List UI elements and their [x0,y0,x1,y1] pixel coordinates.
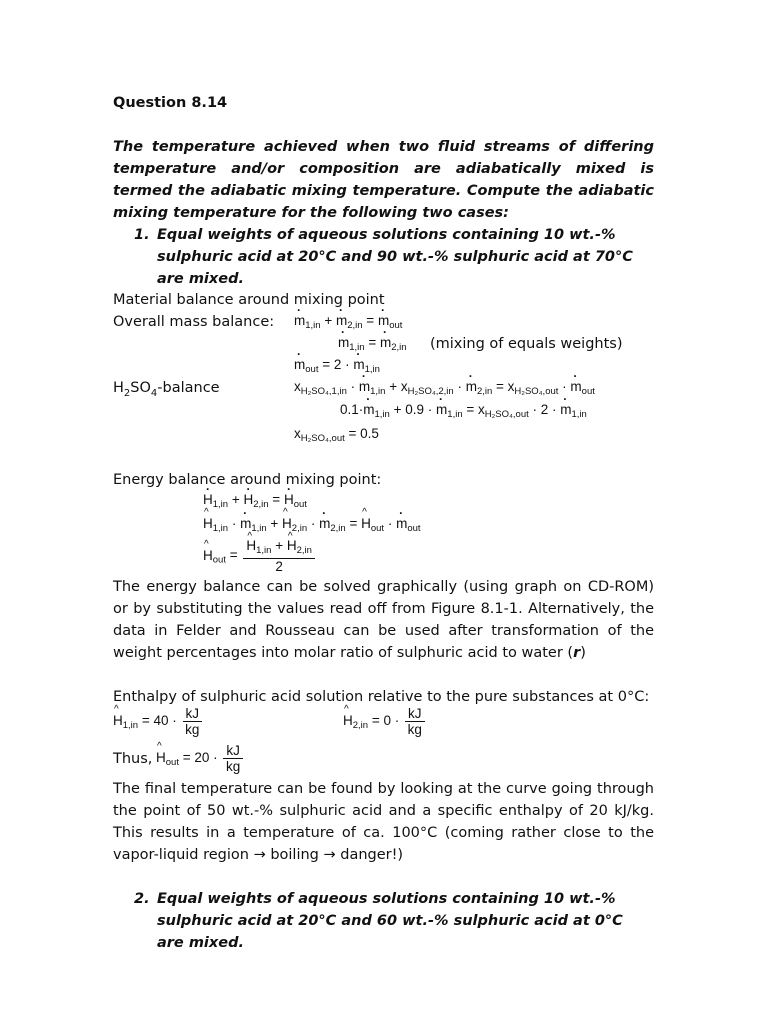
final-temperature-paragraph: The final temperature can be found by looking at the curve going through the point of 50 wt.-% sulphuric acid and a specific enthalpy of 20 kJ/kg. This results in a temperature of ca. 100°C (coming rather close to the vapor-liquid region → boiling → danger!) [113,781,654,863]
eq-mout: · $m_{out} = 2$ · · $m_{1,in}$ [294,357,380,375]
h2so4-balance-label: $H_2SO_4$-balance [113,380,220,399]
eq-h2so4-balance: $x_{H_2SO_4,1,in}$ · · $m_{1,in} + x_{H_2SO_4,2,in}$ · · $m_{2,in} = x_{H_2SO_4,out}$ · · $m_{out}$ [294,379,595,397]
eq-energy-specific: ^ $H_{1,in}$ · · $m_{1,in}$ + ^ $H_{2,in}$ · · $m_{2,in}$ = ^ $H_{out}$ · · $m_{out}$ [203,516,421,534]
case-2-number: 2. [134,891,150,907]
eq-overall-mass: · $m_{1,in}$ + · $m_{2,in}$ = · $m_{out}$ [294,313,402,331]
eq-h2so4-numeric: $0.1\cdot\cdot m_{1,in} + 0.9$ · · $m_{1,in} = x_{H_2SO_4,out} \cdot 2$ · · $m_{1,in}$ [340,402,587,420]
eq-h1-value: ^ $H_{1,in} = 40$ · $\frac{kJ}{kg}$ [113,706,204,737]
case-1-number: 1. [134,227,150,243]
eq-h2so4-result: $x_{H_2SO_4,out} = 0.5$ [294,426,379,444]
question-title: Question 8.14 [113,95,228,111]
eq-hout-value: ^ $H_{out} = 20$ · $\frac{kJ}{kg}$ [156,743,245,774]
enthalpy-label: Enthalpy of sulphuric acid solution relative to the pure substances at 0°C: [113,689,650,705]
overall-mass-label: Overall mass balance: [113,314,275,330]
eq-hout-fraction: ^ $H_{out}$ = ^ $\frac{H_{1,in} + \^{} H_{2,in}}{2}$ [203,538,317,574]
case-2-text: Equal weights of aqueous solutions containing 10 wt.-% sulphuric acid at 20°C and 60 wt.-% sulphuric acid at 0°C are mixed. [157,891,623,951]
mixing-note: (mixing of equals weights) [430,336,623,352]
eq-h2-value: ^ $H_{2,in} = 0$ · $\frac{kJ}{kg}$ [343,706,427,737]
case-2 [134,888,654,954]
case-1 [134,224,654,290]
eq-equal-weights: · $m_{1,in}$ = · $m_{2,in}$ [338,335,407,353]
graphical-solution-paragraph: The energy balance can be solved graphically (using graph on CD-ROM) or by substituting the values read off from Figure 8.1-1. Alternatively, the data in Felder and Rousseau can be used after transformation of the weight percentages into molar ratio of sulphuric acid to water (r) [113,579,654,661]
case-1-text: Equal weights of aqueous solutions containing 10 wt.-% sulphuric acid at 20°C and 90 wt.-% sulphuric acid at 70°C are mixed. [157,227,633,287]
material-balance-label: Material balance around mixing point [113,292,385,308]
intro-paragraph: The temperature achieved when two fluid streams of differing temperature and/or composition are adiabatically mixed is termed the adiabatic mixing temperature. Compute the adiabatic mixing temperature for the following two cases: [113,139,654,221]
thus-label: Thus, [113,751,153,767]
eq-energy-enthalpy: · $H_{1,in}$ + · $H_{2,in}$ = · $H_{out}$ [203,492,307,510]
energy-balance-label: Energy balance around mixing point: [113,472,382,488]
